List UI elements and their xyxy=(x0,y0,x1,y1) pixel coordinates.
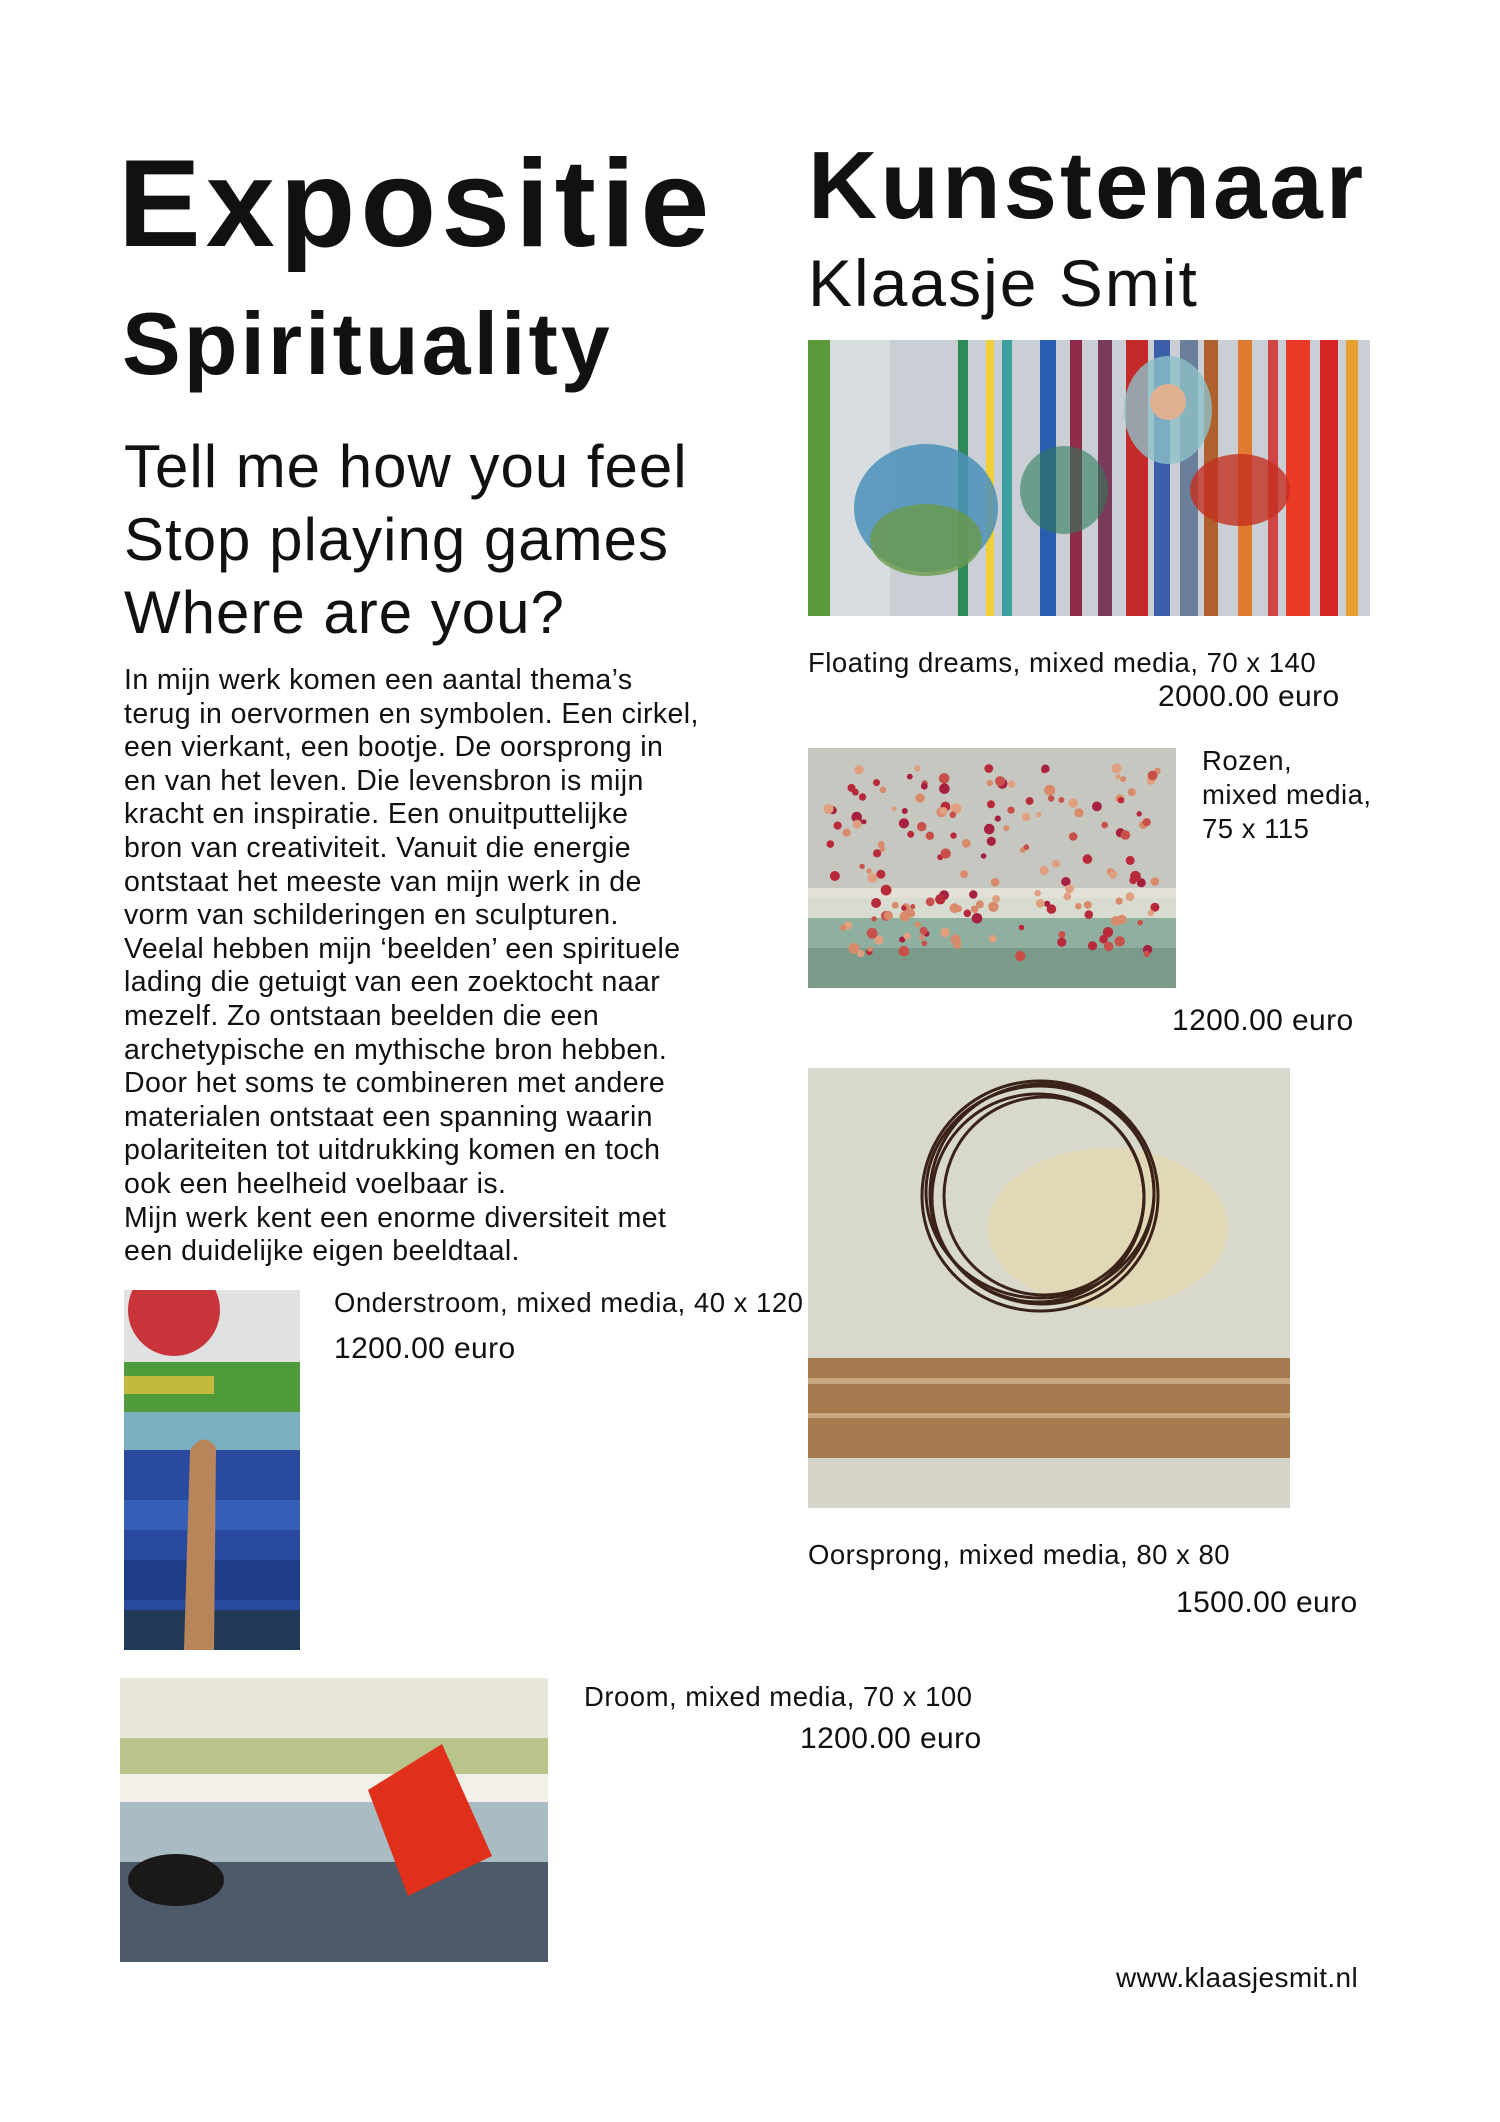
caption-droom: Droom, mixed media, 70 x 100 xyxy=(584,1681,973,1712)
rose-petal xyxy=(960,870,968,878)
rose-petal xyxy=(902,808,908,814)
rose-petal xyxy=(857,950,864,957)
rose-petal xyxy=(926,897,935,906)
rose-petal xyxy=(1023,844,1029,850)
rose-petal xyxy=(988,902,998,912)
price-oorsprong: 1500.00 euro xyxy=(1176,1586,1358,1619)
price-onderstroom: 1200.00 euro xyxy=(334,1332,516,1365)
rose-petal xyxy=(941,848,951,858)
painting-floating-dreams xyxy=(808,340,1370,616)
rose-petal xyxy=(987,800,995,808)
rose-petal xyxy=(914,765,920,771)
rose-petal xyxy=(1085,910,1094,919)
rose-petal xyxy=(834,822,842,830)
rose-petal xyxy=(981,853,987,859)
rose-petal xyxy=(827,840,835,848)
rose-petal xyxy=(1047,904,1057,914)
tagline-line: Stop playing games xyxy=(124,506,669,573)
rose-petal xyxy=(964,910,972,918)
rose-petal xyxy=(830,871,840,881)
rose-petal xyxy=(910,904,915,909)
rose-petal xyxy=(1121,830,1131,840)
rose-petal xyxy=(1092,802,1102,812)
rose-petal xyxy=(843,829,851,837)
tagline xyxy=(124,430,688,649)
rose-petal xyxy=(880,787,887,794)
rose-petal xyxy=(892,902,899,909)
rose-petal xyxy=(1143,818,1151,826)
rose-petal xyxy=(1052,860,1060,868)
rose-petal xyxy=(854,765,863,774)
rose-petal xyxy=(1137,811,1142,816)
rose-petal xyxy=(1104,942,1114,952)
rose-petal xyxy=(1112,763,1122,773)
rose-petal xyxy=(984,764,993,773)
rose-petal xyxy=(1007,807,1014,814)
rose-petal xyxy=(1026,797,1034,805)
rose-petal xyxy=(995,816,1001,822)
rose-petal xyxy=(987,837,996,846)
rose-petal xyxy=(1148,771,1158,781)
rose-petal xyxy=(1069,832,1078,841)
rose-petal xyxy=(1040,866,1049,875)
rose-petal xyxy=(984,824,995,835)
painting-oorsprong xyxy=(808,1068,1290,1508)
rose-petal xyxy=(824,804,834,814)
rose-petal xyxy=(871,898,881,908)
rose-petal xyxy=(1044,785,1055,796)
rose-petal xyxy=(920,927,928,935)
painting-onderstroom xyxy=(124,1290,300,1650)
rose-petal xyxy=(1019,925,1025,931)
rose-petal xyxy=(1065,885,1074,894)
rose-petal xyxy=(950,832,956,838)
rose-petal xyxy=(867,947,872,952)
rose-petal xyxy=(866,868,871,873)
rose-petal xyxy=(884,911,893,920)
website-link[interactable]: www.klaasjesmit.nl xyxy=(1116,1962,1359,1993)
rose-petal xyxy=(1048,795,1054,801)
caption-floating-dreams: Floating dreams, mixed media, 70 x 140 xyxy=(808,647,1317,678)
rose-petal xyxy=(950,934,960,944)
rose-petal xyxy=(919,935,924,940)
rose-petal xyxy=(1057,938,1066,947)
rose-petal xyxy=(989,935,997,943)
rose-petal xyxy=(881,885,892,896)
rose-petal xyxy=(926,832,934,840)
artist-label: Kunstenaar xyxy=(808,132,1367,239)
rose-petal xyxy=(950,903,960,913)
rose-petal xyxy=(976,900,984,908)
caption-onderstroom: Onderstroom, mixed media, 40 x 120 xyxy=(334,1287,804,1318)
rose-petal xyxy=(1036,812,1041,817)
rose-petal xyxy=(853,820,862,829)
rose-petal xyxy=(1003,825,1009,831)
rose-petal xyxy=(1116,898,1123,905)
rose-petal xyxy=(899,818,909,828)
painting-rozen xyxy=(808,748,1176,988)
rose-petal xyxy=(1120,776,1126,782)
rose-petal xyxy=(1041,765,1049,773)
rose-petal xyxy=(1034,890,1040,896)
rose-petal xyxy=(901,906,906,911)
rose-petal xyxy=(995,776,1005,786)
rose-petal xyxy=(907,909,916,918)
rose-petal xyxy=(987,780,993,786)
rose-petal xyxy=(867,873,877,883)
rose-petal xyxy=(1058,931,1065,938)
rose-petal xyxy=(1059,797,1065,803)
exhibition-title: Spirituality xyxy=(122,294,613,393)
rose-petal xyxy=(940,807,948,815)
rose-petal xyxy=(840,924,846,930)
rose-petal xyxy=(1074,808,1083,817)
exhibition-label: Expositie xyxy=(118,135,715,273)
rose-petal xyxy=(876,870,885,879)
caption-rozen: Rozen, mixed media, 75 x 115 xyxy=(1202,745,1372,844)
rose-petal xyxy=(1008,780,1015,787)
rose-petal xyxy=(873,779,880,786)
rose-petal xyxy=(921,783,928,790)
rose-petal xyxy=(1036,899,1045,908)
rose-petal xyxy=(1137,920,1143,926)
rose-petal xyxy=(862,819,867,824)
rose-petal xyxy=(1063,893,1071,901)
rose-petal xyxy=(848,784,856,792)
rose-petal xyxy=(1083,854,1093,864)
artist-statement: In mijn werk komen een aantal thema’s terug in oervormen en symbolen. Een cirkel, een vierkant, een bootje. De oorsprong in en van het leven. Die levensbron is mijn kracht en inspiratie. Een onuitputtelijke bron van creativiteit. Vanuit die energie ontstaat het meeste van mijn werk in de vorm van schilderingen en sculpturen. Veelal hebben mijn ‘beelden’ een spirituele lading die getuigt van een zoektocht naar mezelf. Zo ontstaan beelden die een archetypische en mythische bron hebben. Door het soms te combineren met andere materialen ontstaat een spanning waarin polariteiten tot uitdrukking komen en toch ook een heelheid voelbaar is. Mijn werk kent een enorme diversiteit met een duidelijke eigen beeldtaal. xyxy=(124,664,699,1268)
rose-petal xyxy=(969,890,977,898)
rose-petal xyxy=(939,773,950,784)
rose-petal xyxy=(878,841,885,848)
rose-petal xyxy=(859,793,866,800)
rose-petal xyxy=(1022,813,1030,821)
rose-petal xyxy=(935,894,945,904)
tagline-line: Where are you? xyxy=(124,579,565,646)
rose-petal xyxy=(1109,870,1117,878)
price-floating-dreams: 2000.00 euro xyxy=(1158,680,1340,713)
rose-petal xyxy=(917,822,926,831)
rose-petal xyxy=(1118,797,1124,803)
rose-petal xyxy=(1111,916,1121,926)
rose-petal xyxy=(939,783,950,794)
rose-petal xyxy=(950,812,957,819)
rose-petal xyxy=(1115,936,1125,946)
rose-petal xyxy=(1130,871,1141,882)
rose-petal xyxy=(1075,903,1081,909)
price-rozen: 1200.00 euro xyxy=(1172,1004,1354,1037)
tagline-line: Tell me how you feel xyxy=(124,433,688,500)
rose-petal xyxy=(1101,822,1108,829)
rose-petal xyxy=(859,864,864,869)
artist-name: Klaasje Smit xyxy=(808,246,1199,320)
rose-petal xyxy=(1084,901,1092,909)
rose-petal xyxy=(992,895,1000,903)
rose-petal xyxy=(1144,951,1150,957)
rose-petal xyxy=(915,793,924,802)
rose-petal xyxy=(907,774,913,780)
rose-petal xyxy=(1015,951,1025,961)
rose-petal xyxy=(940,928,950,938)
rose-petal xyxy=(1128,788,1136,796)
rose-petal xyxy=(891,806,896,811)
rose-petal xyxy=(1115,774,1121,780)
rose-petal xyxy=(991,878,1000,887)
rose-petal xyxy=(922,941,928,947)
rose-petal xyxy=(867,928,878,939)
rose-petal xyxy=(1088,941,1097,950)
rose-petal xyxy=(1126,892,1135,901)
price-droom: 1200.00 euro xyxy=(800,1722,982,1755)
rose-petal xyxy=(972,913,983,924)
caption-oorsprong: Oorsprong, mixed media, 80 x 80 xyxy=(808,1539,1231,1570)
painting-droom xyxy=(120,1678,548,1962)
rose-petal xyxy=(1126,856,1135,865)
rose-petal xyxy=(915,922,921,928)
rose-petal xyxy=(899,946,910,957)
rose-petal xyxy=(1148,910,1154,916)
rose-petal xyxy=(873,849,881,857)
rose-petal xyxy=(904,932,911,939)
rose-petal xyxy=(872,916,877,921)
rose-petal xyxy=(1151,877,1160,886)
rose-petal xyxy=(907,831,914,838)
rose-petal xyxy=(1068,798,1078,808)
rose-petal xyxy=(962,839,971,848)
